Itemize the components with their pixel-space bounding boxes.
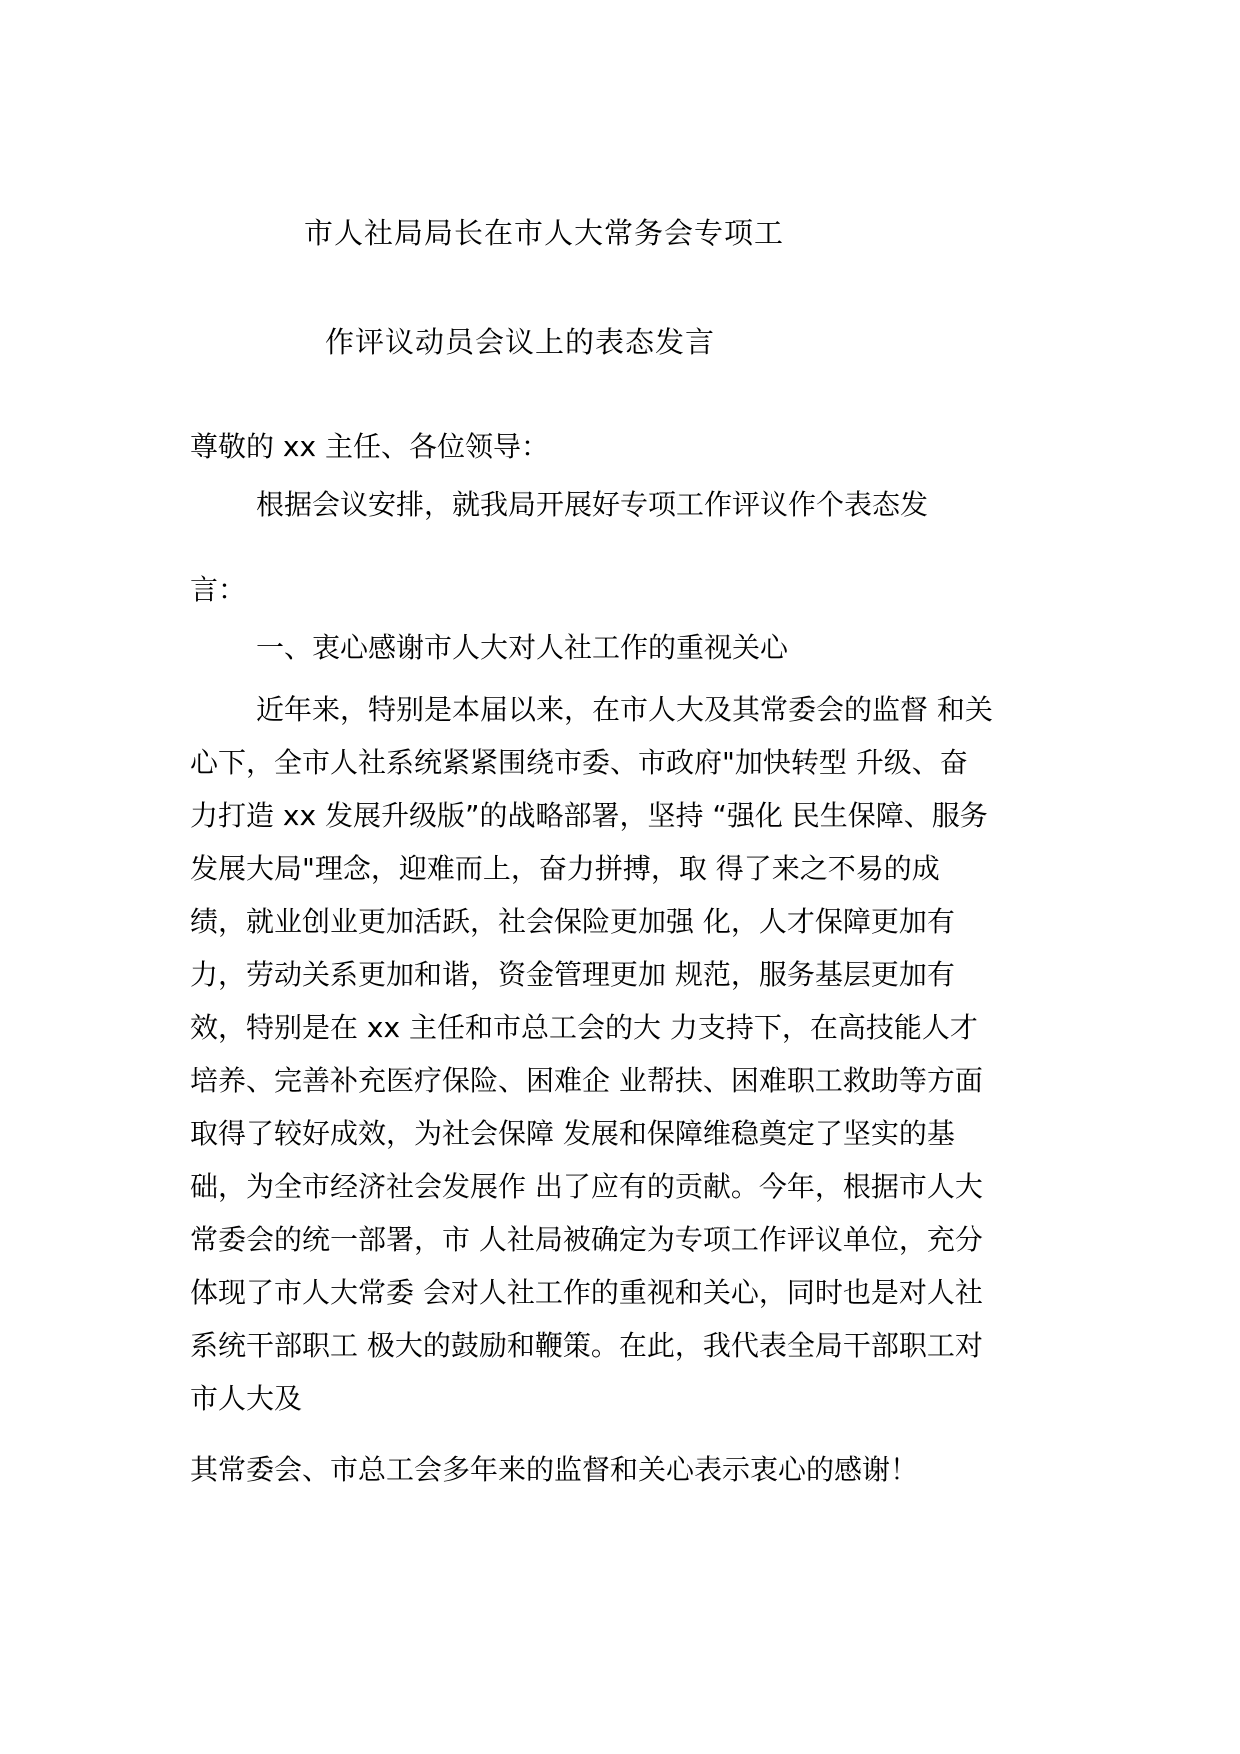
body-line: 础，为全市经济社会发展作 出了应有的贡献。今年，根据市人大 [190, 1170, 983, 1203]
document-title-line-2: 作评议动员会议上的表态发言 [325, 325, 716, 359]
body-line: 心下，全市人社系统紧紧围绕市委、市政府"加快转型 升级、奋 [190, 746, 968, 779]
body-line: 系统干部职工 极大的鼓励和鞭策。在此，我代表全局干部职工对 [190, 1329, 983, 1362]
section-heading: 一、衷心感谢市人大对人社工作的重视关心 [256, 631, 789, 664]
closing-line: 其常委会、市总工会多年来的监督和关心表示衷心的感谢！ [190, 1453, 919, 1486]
body-line: 培养、完善补充医疗保险、困难企 业帮扶、困难职工救助等方面 [190, 1064, 983, 1097]
body-line: 取得了较好成效，为社会保障 发展和保障维稳奠定了坚实的基 [190, 1117, 955, 1150]
body-line: 市人大及 [190, 1382, 303, 1415]
body-line: 发展大局"理念，迎难而上，奋力拼搏，取 得了来之不易的成 [190, 852, 940, 885]
intro-line-2: 言： [190, 573, 247, 606]
salutation: 尊敬的 xx 主任、各位领导： [190, 430, 549, 463]
body-line: 常委会的统一部署，市 人社局被确定为专项工作评议单位，充分 [190, 1223, 983, 1256]
body-line: 近年来，特别是本届以来，在市人大及其常委会的监督 和关 [256, 693, 993, 726]
body-line: 力打造 xx 发展升级版”的战略部署，坚持 “强化 民生保障、服务 [190, 799, 988, 832]
body-line: 体现了市人大常委 会对人社工作的重视和关心，同时也是对人社 [190, 1276, 983, 1309]
body-line: 绩，就业创业更加活跃，社会保险更加强 化，人才保障更加有 [190, 905, 955, 938]
document-title-line-1: 市人社局局长在市人大常务会专项工 [304, 216, 785, 250]
body-line: 效，特别是在 xx 主任和市总工会的大 力支持下，在高技能人才 [190, 1011, 978, 1044]
intro-line-1: 根据会议安排，就我局开展好专项工作评议作个表态发 [256, 488, 929, 521]
body-paragraph [190, 683, 1070, 1425]
body-line: 力，劳动关系更加和谐，资金管理更加 规范，服务基层更加有 [190, 958, 955, 991]
